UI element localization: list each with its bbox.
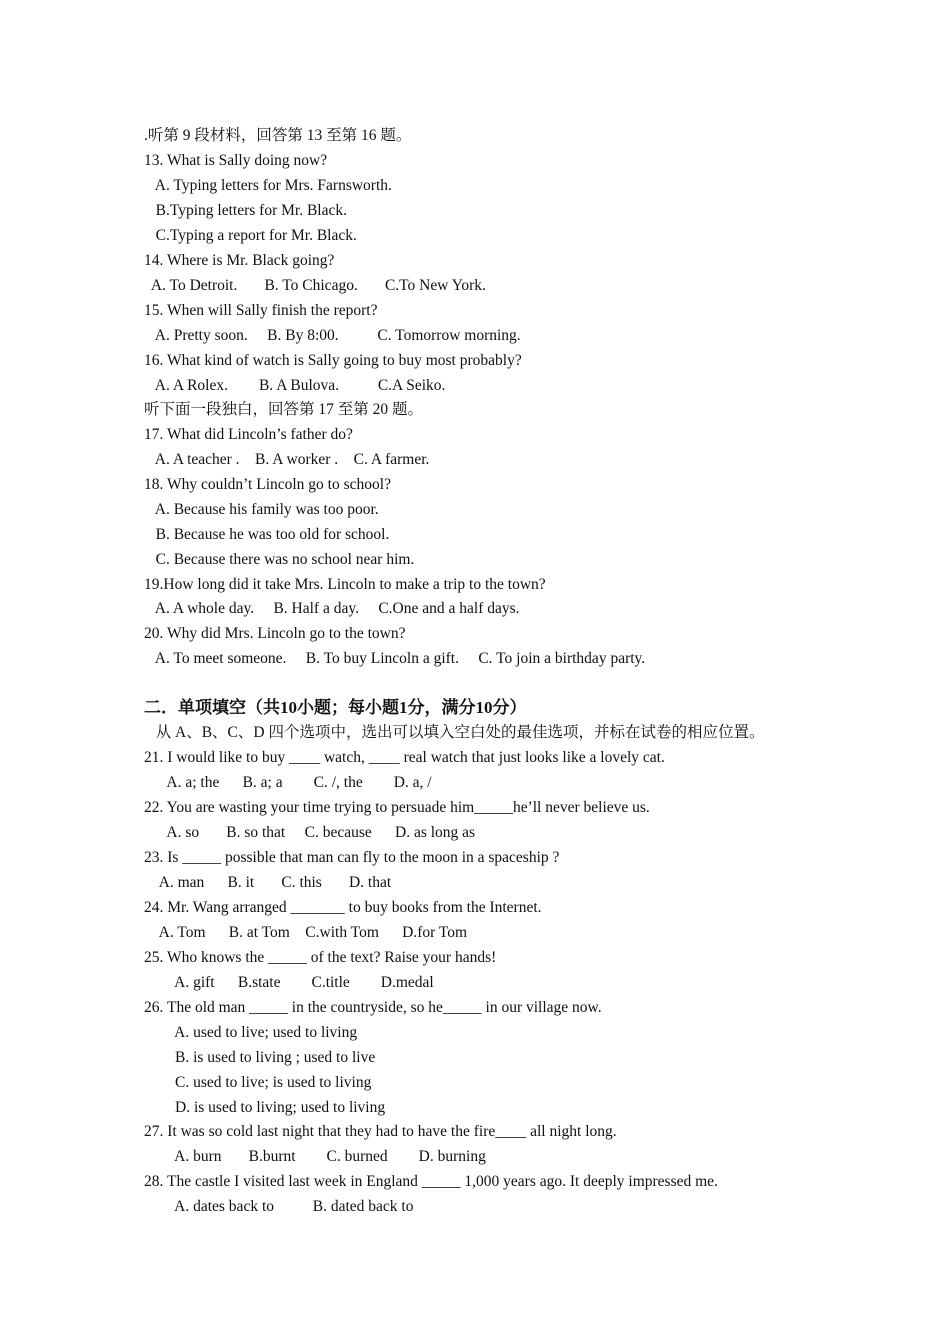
question-22: 22. You are wasting your time trying to persuade him_____he’ll never believe us. bbox=[144, 799, 650, 816]
question-18: 18. Why couldn’t Lincoln go to school? bbox=[144, 476, 391, 493]
option-line: C. used to live; is used to living bbox=[144, 1074, 372, 1091]
option-line: A. To Detroit. B. To Chicago. C.To New York. bbox=[144, 277, 486, 294]
question-21: 21. I would like to buy ____ watch, ____ real watch that just looks like a lovely cat. bbox=[144, 749, 665, 766]
option-line: A. A teacher . B. A worker . C. A farmer. bbox=[144, 451, 430, 468]
question-28: 28. The castle I visited last week in England _____ 1,000 years ago. It deeply impressed me. bbox=[144, 1173, 718, 1190]
option-line: A. A Rolex. B. A Bulova. C.A Seiko. bbox=[144, 377, 446, 394]
question-16: 16. What kind of watch is Sally going to buy most probably? bbox=[144, 352, 522, 369]
option-line: C. Because there was no school near him. bbox=[144, 551, 415, 568]
option-line: A. A whole day. B. Half a day. C.One and a half days. bbox=[144, 600, 520, 617]
question-15: 15. When will Sally finish the report? bbox=[144, 302, 378, 319]
option-line: A. used to live; used to living bbox=[144, 1024, 358, 1041]
option-line: A. dates back to B. dated back to bbox=[144, 1198, 414, 1215]
section-instruction: .听第 9 段材料，回答第 13 至第 16 题。 bbox=[144, 127, 412, 144]
option-line: A. Pretty soon. B. By 8:00. C. Tomorrow morning. bbox=[144, 327, 521, 344]
question-17: 17. What did Lincoln’s father do? bbox=[144, 426, 353, 443]
option-line: B.Typing letters for Mr. Black. bbox=[144, 202, 347, 219]
option-line: B. Because he was too old for school. bbox=[144, 526, 390, 543]
option-line: D. is used to living; used to living bbox=[144, 1099, 386, 1116]
option-line: A. gift B.state C.title D.medal bbox=[144, 974, 434, 991]
question-26: 26. The old man _____ in the countryside, so he_____ in our village now. bbox=[144, 999, 602, 1016]
section-instruction: 从 A、B、C、D 四个选项中，选出可以填入空白处的最佳选项，并标在试卷的相应位置。 bbox=[144, 724, 765, 741]
question-20: 20. Why did Mrs. Lincoln go to the town? bbox=[144, 625, 406, 642]
section-instruction: 听下面一段独白，回答第 17 至第 20 题。 bbox=[144, 401, 424, 418]
question-13: 13. What is Sally doing now? bbox=[144, 152, 328, 169]
question-14: 14. Where is Mr. Black going? bbox=[144, 252, 335, 269]
question-19: 19.How long did it take Mrs. Lincoln to make a trip to the town? bbox=[144, 576, 546, 593]
option-line: A. man B. it C. this D. that bbox=[144, 874, 392, 891]
option-line: C.Typing a report for Mr. Black. bbox=[144, 227, 357, 244]
question-24: 24. Mr. Wang arranged _______ to buy books from the Internet. bbox=[144, 899, 542, 916]
question-23: 23. Is _____ possible that man can fly to the moon in a spaceship ? bbox=[144, 849, 560, 866]
question-25: 25. Who knows the _____ of the text? Raise your hands! bbox=[144, 949, 497, 966]
option-line: A. Tom B. at Tom C.with Tom D.for Tom bbox=[144, 924, 468, 941]
option-line: A. a; the B. a; a C. /, the D. a, / bbox=[144, 774, 432, 791]
option-line: A. Because his family was too poor. bbox=[144, 501, 379, 518]
option-line: A. Typing letters for Mrs. Farnsworth. bbox=[144, 177, 392, 194]
option-line: A. To meet someone. B. To buy Lincoln a gift. C. To join a birthday party. bbox=[144, 650, 646, 667]
question-27: 27. It was so cold last night that they had to have the fire____ all night long. bbox=[144, 1123, 617, 1140]
option-line: B. is used to living ; used to live bbox=[144, 1049, 376, 1066]
section-heading: 二．单项填空（共10小题；每小题1分，满分10分） bbox=[144, 698, 527, 717]
option-line: A. so B. so that C. because D. as long as bbox=[144, 824, 476, 841]
option-line: A. burn B.burnt C. burned D. burning bbox=[144, 1148, 486, 1165]
